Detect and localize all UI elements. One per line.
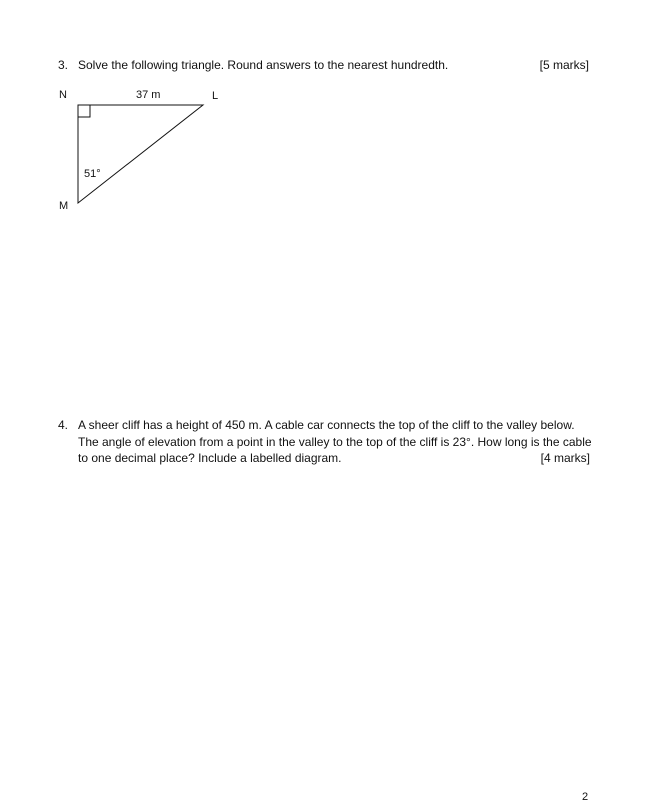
question-3-number: 3. [58, 58, 69, 72]
triangle-figure [0, 0, 646, 260]
question-3-text: Solve the following triangle. Round answers to the nearest hundredth. [78, 58, 449, 72]
vertex-m-label: M [59, 200, 69, 212]
question-4-last-line [78, 450, 590, 467]
question-4-line-1: A sheer cliff has a height of 450 m. A cable car connects the top of the cliff to the valley below. [78, 418, 575, 432]
question-4-line-3: to one decimal place? Include a labelled diagram. [78, 451, 342, 465]
right-angle-marker [78, 105, 90, 117]
question-4-number: 4. [58, 418, 69, 432]
vertex-l-label: L [212, 90, 219, 102]
page-number: 2 [582, 791, 589, 803]
vertex-n-label: N [59, 89, 67, 101]
question-3-marks: [5 marks] [539, 58, 589, 72]
question-4-line-2: The angle of elevation from a point in the valley to the top of the cliff is 23°. How long is the cable [78, 434, 592, 449]
question-4-marks: [4 marks] [540, 451, 590, 465]
angle-m-label: 51° [84, 168, 101, 180]
triangle-nlm [78, 105, 203, 203]
question-4-body [78, 417, 592, 467]
side-nl-label: 37 m [136, 89, 161, 101]
